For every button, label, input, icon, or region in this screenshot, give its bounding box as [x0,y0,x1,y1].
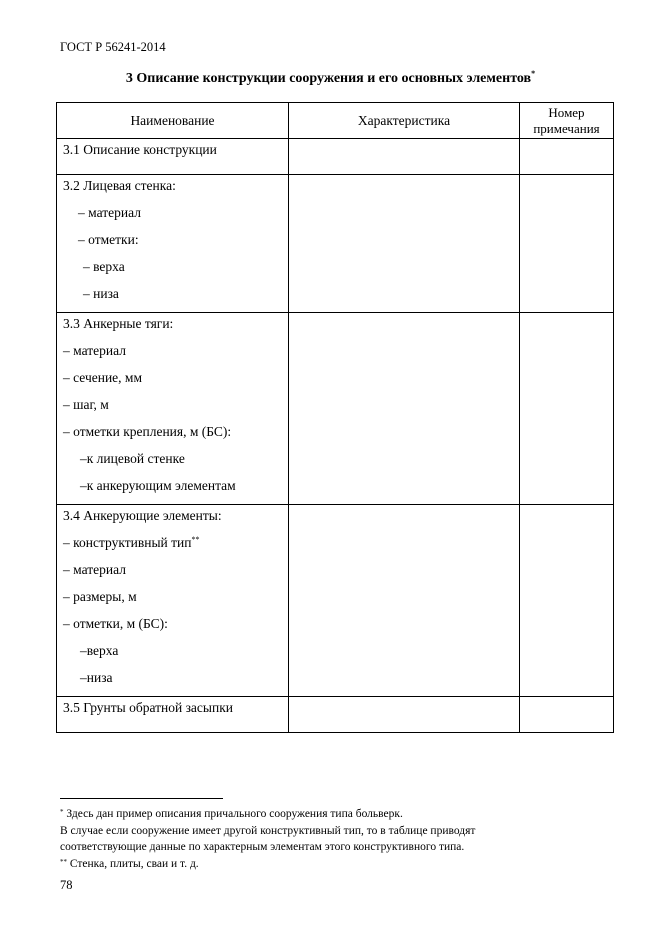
note-number-cell [520,697,614,733]
footnotes [60,806,475,872]
footnote-1 [60,806,475,823]
characteristic-cell [289,313,520,505]
page-number: 78 [60,878,73,892]
row-sub-item: – шаг, м [63,397,109,412]
row-name-cell [57,175,289,313]
footnote-1-continuation: В случае если сооружение имеет другой конструктивный тип, то в таблице приводят [60,824,476,837]
footnote-2-mark: ** [60,857,67,866]
footnote-1-text: Здесь дан пример описания причального сооружения типа больверк. [66,808,403,820]
table-header-row [57,103,614,139]
row-sub-item: – материал [63,562,126,577]
row-sub-item: –к анкерующим элементам [80,478,236,493]
characteristic-cell [289,505,520,697]
row-sub-item [63,534,288,561]
table-row [57,139,614,175]
row-label: 3.1 Описание конструкции [63,142,217,157]
row-sub-item: – отметки, м (БС): [63,616,168,631]
header-note-number: Номер примечания [520,103,614,139]
row-name-cell [57,697,289,733]
footnote-1-continuation: соответствующие данные по характерным элементам этого конструктивного типа. [60,841,465,853]
table-row [57,697,614,733]
row-sub-item: – сечение, мм [63,370,142,385]
row-sub-item: – размеры, м [63,589,137,604]
table-row [57,175,614,313]
row-sub-item: – отметки крепления, м (БС): [63,424,232,439]
footnote-2-text: Стенка, плиты, сваи и т. д. [69,857,199,870]
row-name-cell [57,313,289,505]
header-name: Наименование [57,103,289,139]
characteristic-cell [289,139,520,175]
row-name-cell [57,505,289,697]
row-sub-item: – материал [78,205,141,220]
row-sub-item: – низа [83,286,119,301]
section-title-text: 3 Описание конструкции сооружения и его основных элементов [125,71,532,86]
row-sub-item: – верха [83,259,125,274]
table-row [57,505,614,697]
note-number-cell [520,139,614,175]
row-name-cell [57,139,289,175]
table-row [57,313,614,505]
footnote-mark: ** [191,535,200,544]
row-sub-item: –к лицевой стенке [80,451,185,466]
document-standard-header: ГОСТ Р 56241-2014 [60,40,166,54]
note-number-cell [520,175,614,313]
note-number-cell [520,505,614,697]
row-label: 3.2 Лицевая стенка: [63,178,176,193]
row-sub-item: –верха [80,643,119,658]
note-number-cell [520,313,614,505]
row-sub-item-text: – конструктивный тип [63,535,192,550]
row-sub-item: – отметки: [78,232,139,247]
characteristic-cell [289,175,520,313]
structure-description-table [56,102,614,733]
section-title [0,71,661,87]
row-label: 3.3 Анкерные тяги: [63,316,174,331]
row-sub-item: – материал [63,343,126,358]
characteristic-cell [289,697,520,733]
row-sub-item: –низа [80,670,113,685]
row-label: 3.4 Анкерующие элементы: [63,508,222,523]
section-title-footnote-mark: * [531,69,536,78]
footnote-2 [60,856,475,873]
footnote-separator [60,798,223,799]
footnote-1-mark: * [60,808,64,816]
row-label: 3.5 Грунты обратной засыпки [63,700,233,715]
header-characteristic: Характеристика [289,103,520,139]
